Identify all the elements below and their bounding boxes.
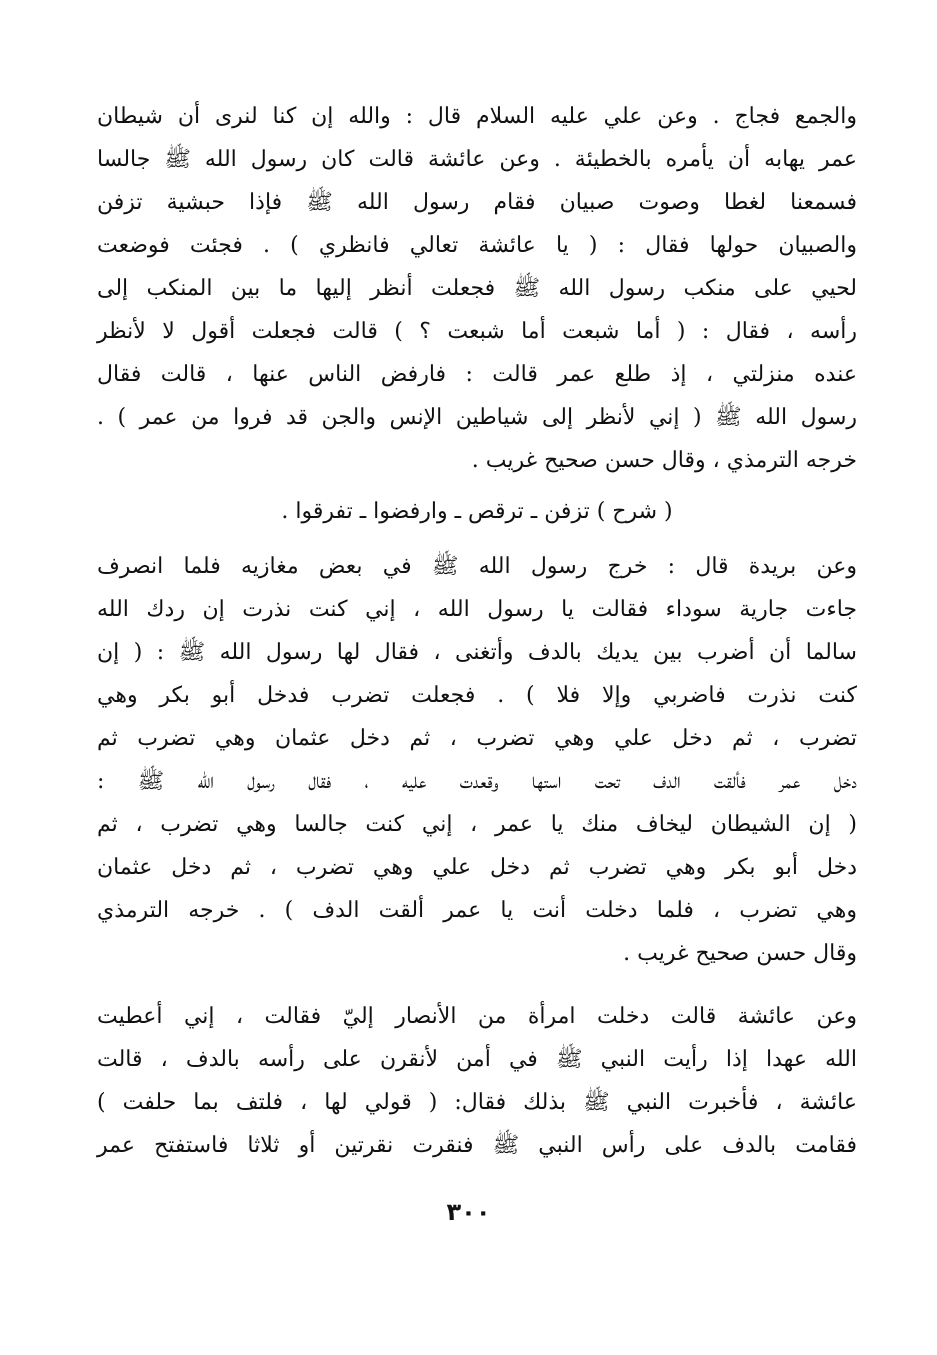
text-line: والصبيان حولها فقال : ( يا عائشة تعالي فانظري ) . فجئت فوضعت <box>97 233 857 258</box>
text-line: كنت نذرت فاضربي وإلا فلا ) . فجعلت تضرب فدخل أبو بكر وهي <box>97 683 857 708</box>
paragraph-buraydah <box>97 545 857 975</box>
text-line: دخل أبو بكر وهي تضرب ثم دخل علي وهي تضرب ، ثم دخل عثمان <box>97 855 857 880</box>
text-line: ( إن الشيطان ليخاف منك يا عمر ، إني كنت جالسا وهي تضرب ، ثم <box>97 812 857 837</box>
text-line: خرجه الترمذي ، وقال حسن صحيح غريب . <box>471 448 857 473</box>
text-line: وعن بريدة قال : خرج رسول الله ﷺ في بعض مغازيه فلما انصرف <box>97 554 857 579</box>
text-line: وعن عائشة قالت دخلت امرأة من الأنصار إليّ فقالت ، إني أعطيت <box>97 1004 857 1029</box>
text-line: عائشة ، فأخبرت النبي ﷺ بذلك فقال: ( قولي لها ، فلتف بما حلفت ) <box>97 1090 857 1115</box>
text-line: وهي تضرب ، فلما دخلت أنت يا عمر ألقت الدف ) . خرجه الترمذي <box>97 898 857 923</box>
paragraph-aisha-abyssinian <box>97 95 857 482</box>
text-line: عمر يهابه أن يأمره بالخطيئة . وعن عائشة قالت كان رسول الله ﷺ جالسا <box>97 147 857 172</box>
text-line: جاءت جارية سوداء فقالت يا رسول الله ، إني كنت نذرت إن ردك الله <box>97 597 857 622</box>
text-line: رسول الله ﷺ ( إني لأنظر إلى شياطين الإنس والجن قد فروا من عمر ) . <box>97 405 857 430</box>
text-line: والجمع فجاج . وعن علي عليه السلام قال : والله إن كنا لنرى أن شيطان <box>97 104 857 129</box>
text-line: فسمعنا لغطا وصوت صبيان فقام رسول الله ﷺ فإذا حبشية تزفن <box>97 190 857 215</box>
sharh-glossary-line: ( شرح ) تزفن ـ ترقص ـ وارفضوا ـ تفرقوا . <box>281 499 673 524</box>
text-line: عنده منزلتي ، إذ طلع عمر قالت : فارفض الناس عنها ، قالت فقال <box>97 362 857 387</box>
text-line: سالما أن أضرب بين يديك بالدف وأتغنى ، فقال لها رسول الله ﷺ : ( إن <box>97 640 857 665</box>
paragraph-ansar-woman <box>97 995 857 1167</box>
text-line: دخل عمر فألقت الدف تحت استها وقعدت عليه ، فقال رسول الله ﷺ : <box>97 769 857 794</box>
text-line: تضرب ، ثم دخل علي وهي تضرب ، ثم دخل عثمان وهي تضرب ثم <box>97 726 857 751</box>
page-number: ٣٠٠ <box>446 1198 491 1226</box>
text-line: الله عهدا إذا رأيت النبي ﷺ في أمن لأنقرن على رأسه بالدف ، قالت <box>97 1047 857 1072</box>
text-line: فقامت بالدف على رأس النبي ﷺ فنقرت نقرتين أو ثلاثا فاستفتح عمر <box>97 1133 857 1158</box>
text-line: وقال حسن صحيح غريب . <box>623 941 857 966</box>
text-line: لحيي على منكب رسول الله ﷺ فجعلت أنظر إليها ما بين المنكب إلى <box>97 276 857 301</box>
text-line: رأسه ، فقال : ( أما شبعت أما شبعت ؟ ) قالت فجعلت أقول لا لأنظر <box>97 319 857 344</box>
